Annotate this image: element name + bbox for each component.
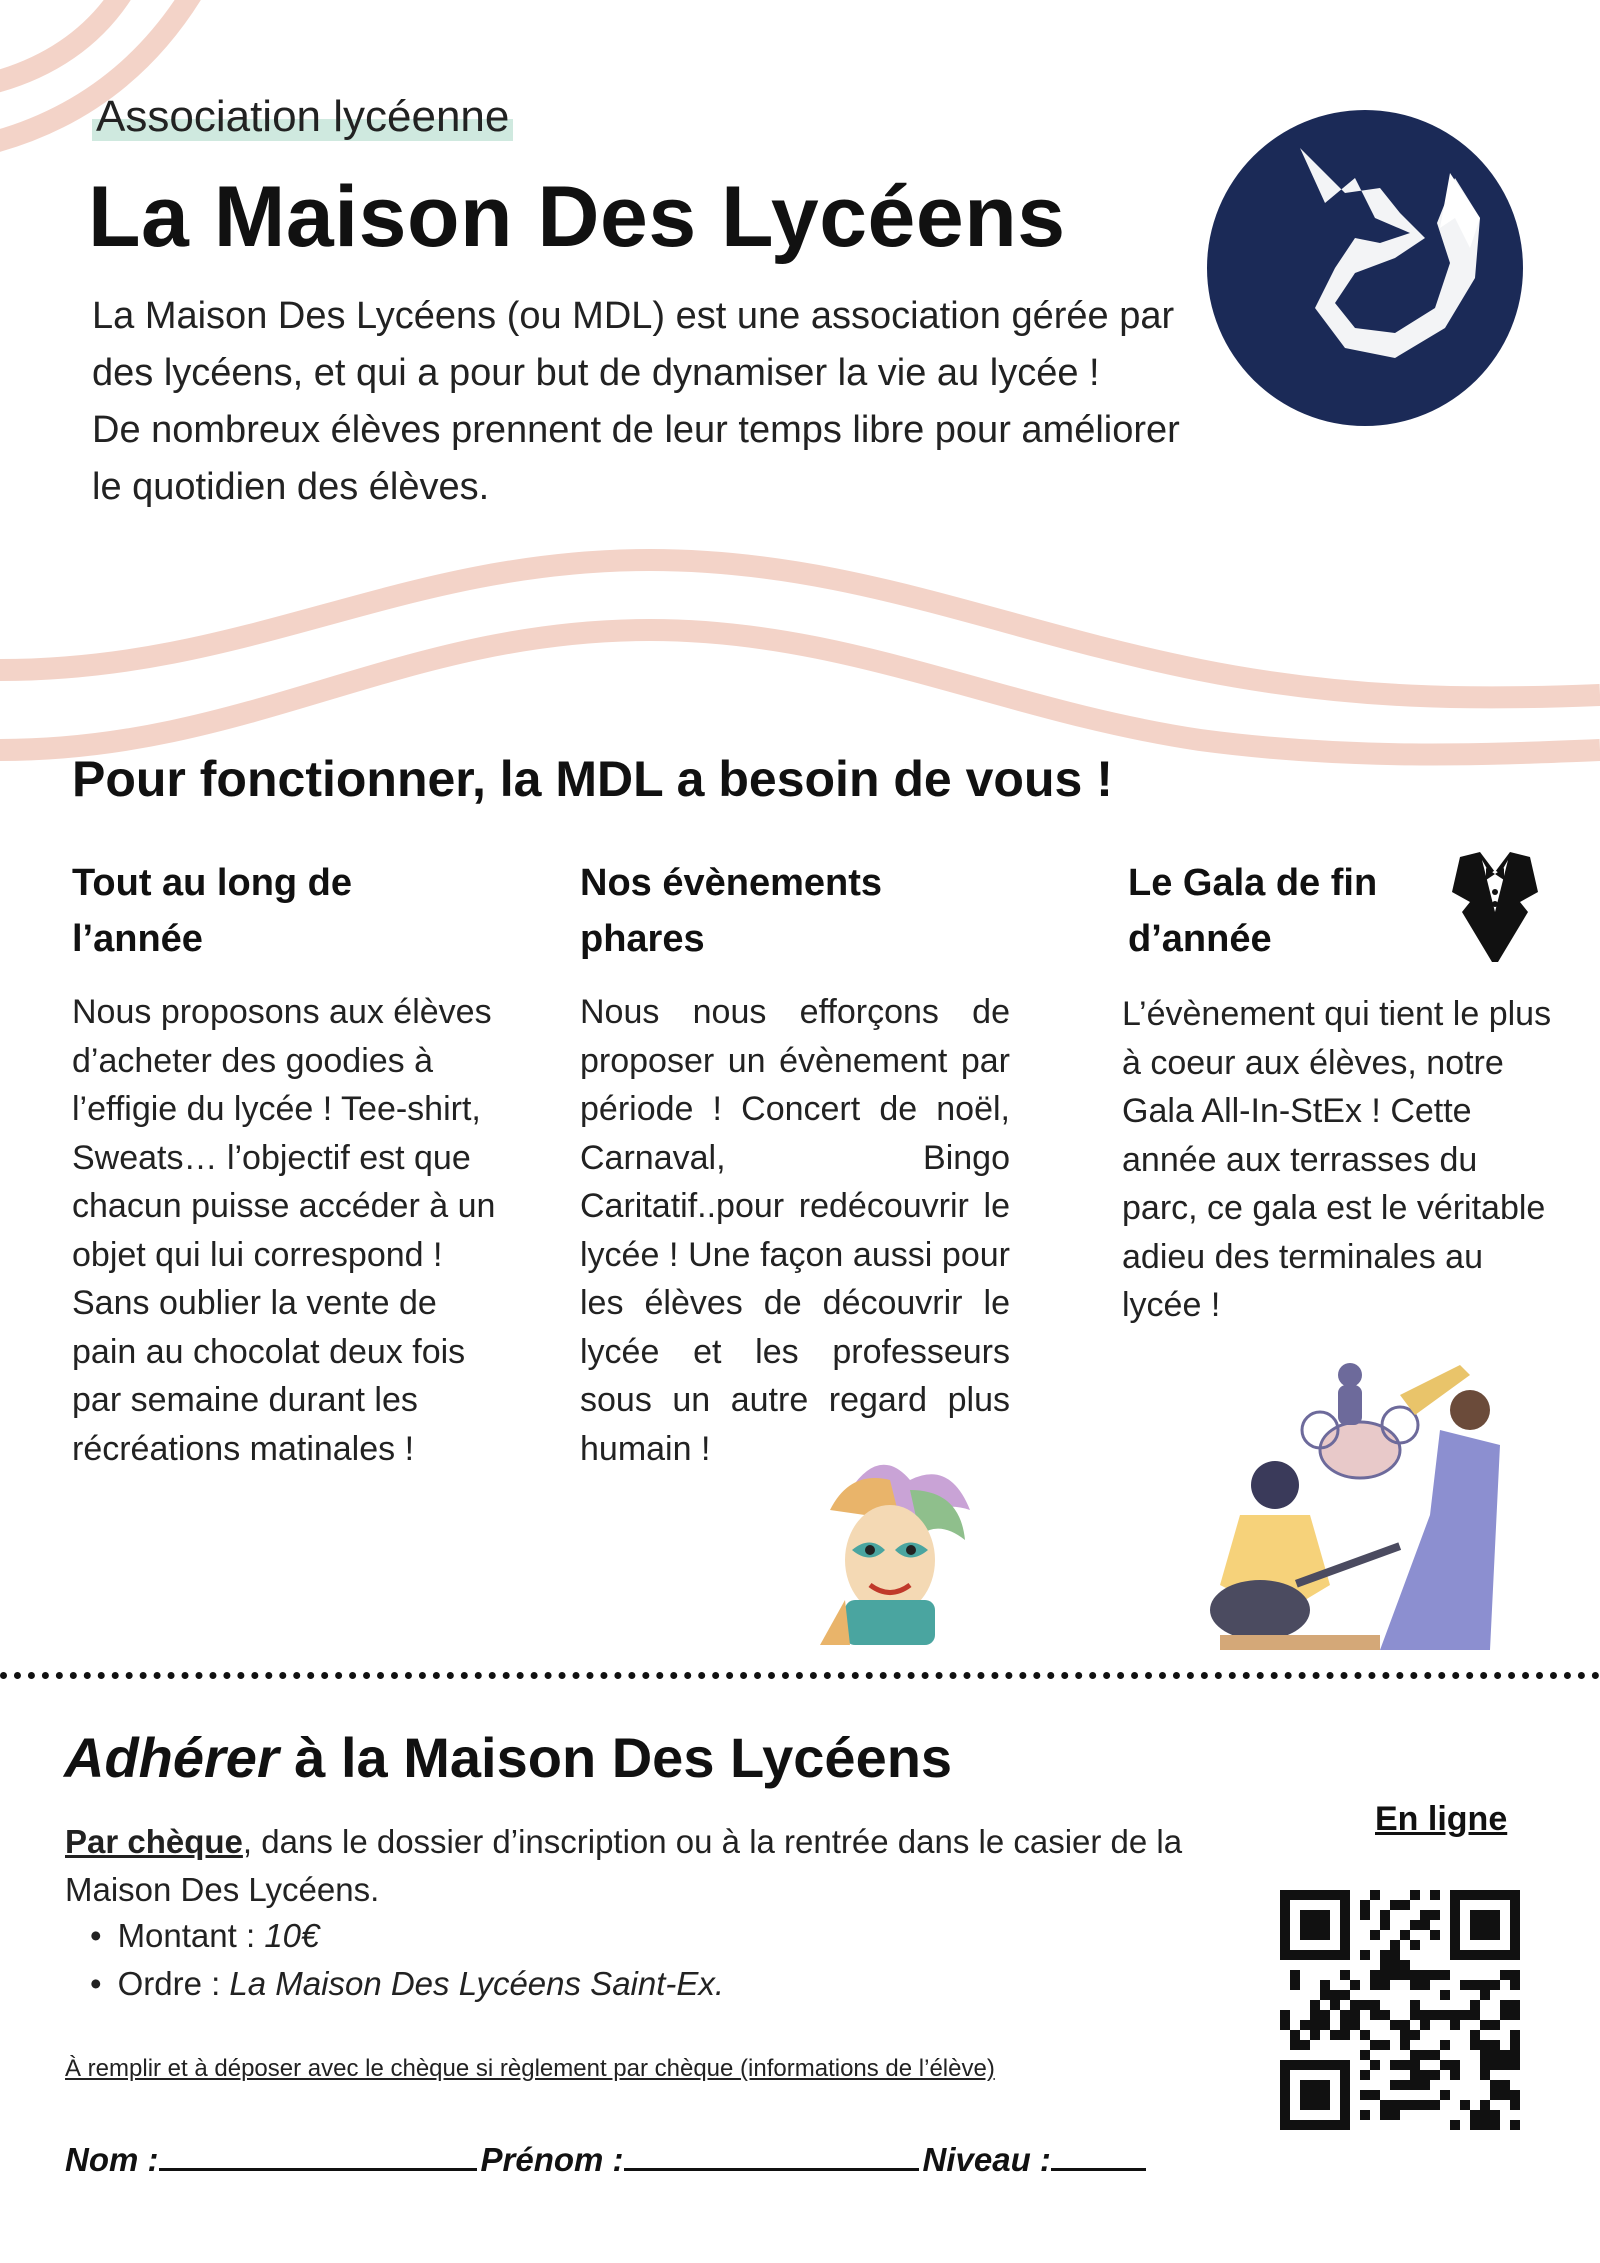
cheque-text: , dans le dossier d’inscription ou à la rentrée dans le casier de la Maison Des Lycéens. (65, 1823, 1183, 1908)
prenom-field[interactable] (624, 2138, 919, 2171)
niveau-field[interactable] (1051, 2138, 1146, 2171)
column-1-title: Tout au long de l’année (72, 862, 353, 960)
nom-label: Nom : (65, 2141, 159, 2178)
niveau-label: Niveau : (922, 2141, 1051, 2178)
fill-note: À remplir et à déposer avec le chèque si règlement par chèque (informations de l’élève) (65, 2055, 995, 2082)
column-3-title: Le Gala de fin d’année (1128, 862, 1378, 960)
tuxedo-icon (1450, 852, 1540, 964)
order-value: La Maison Des Lycéens Saint-Ex. (229, 1965, 725, 2002)
cheque-instructions (65, 1818, 1185, 1914)
column-2-title: Nos évènements phares (580, 862, 883, 960)
column-2-text: Nous nous efforçons de proposer un évènement par période ! Concert de noël, Carnaval, Bingo Caritatif..pour redécouvrir le lycée ! Une façon aussi pour les élèves de découvrir le lycée et les professeurs sous un autre regard plus humain ! (580, 993, 1010, 1468)
student-form (65, 2138, 1150, 2179)
amount-value: 10€ (264, 1917, 320, 1954)
dotted-separator (0, 1672, 1600, 1679)
page-title: La Maison Des Lycéens (88, 169, 1066, 265)
prenom-label: Prénom : (480, 2141, 624, 2178)
join-title-emphasis: Adhérer (64, 1726, 279, 1789)
header-subtitle: Association lycéenne (92, 92, 513, 142)
online-link[interactable]: En ligne (1375, 1800, 1508, 1838)
column-1-text: Nous proposons aux élèves d’acheter des goodies à l’effigie du lycée ! Tee-shirt, Sweats… l’objectif est que chacun puisse accéder à un objet qui lui correspond ! Sans oublier la vente de pain au chocolat deux fois par semaine durant les récréations matinales ! (72, 993, 496, 1468)
music-band-icon (1200, 1355, 1520, 1650)
cheque-label: Par chèque (65, 1823, 243, 1860)
carnival-mask-icon (790, 1450, 990, 1650)
fox-logo-icon (1205, 108, 1525, 428)
nom-field[interactable] (159, 2138, 477, 2171)
join-title (64, 1725, 952, 1790)
join-title-rest: à la Maison Des Lycéens (278, 1726, 953, 1789)
list-item: • Montant : 10€ (90, 1912, 724, 1960)
list-item: • Ordre : La Maison Des Lycéens Saint-Ex. (90, 1960, 724, 2008)
section-title: Pour fonctionner, la MDL a besoin de vous ! (72, 751, 1113, 807)
intro-paragraph-1: La Maison Des Lycéens (ou MDL) est une association gérée par des lycéens, et qui a pour but de dynamiser la vie au lycée ! (92, 295, 1175, 394)
intro-paragraph-2: De nombreux élèves prennent de leur temps libre pour améliorer le quotidien des élèves. (92, 409, 1180, 508)
qr-code-icon[interactable] (1280, 1890, 1520, 2130)
intro-text (92, 288, 1202, 516)
payment-details-list (90, 1912, 724, 2008)
column-3-text: L’évènement qui tient le plus à coeur aux élèves, notre Gala All-In-StEx ! Cette année aux terrasses du parc, ce gala est le véritable adieu des terminales au lycée ! (1122, 995, 1552, 1324)
